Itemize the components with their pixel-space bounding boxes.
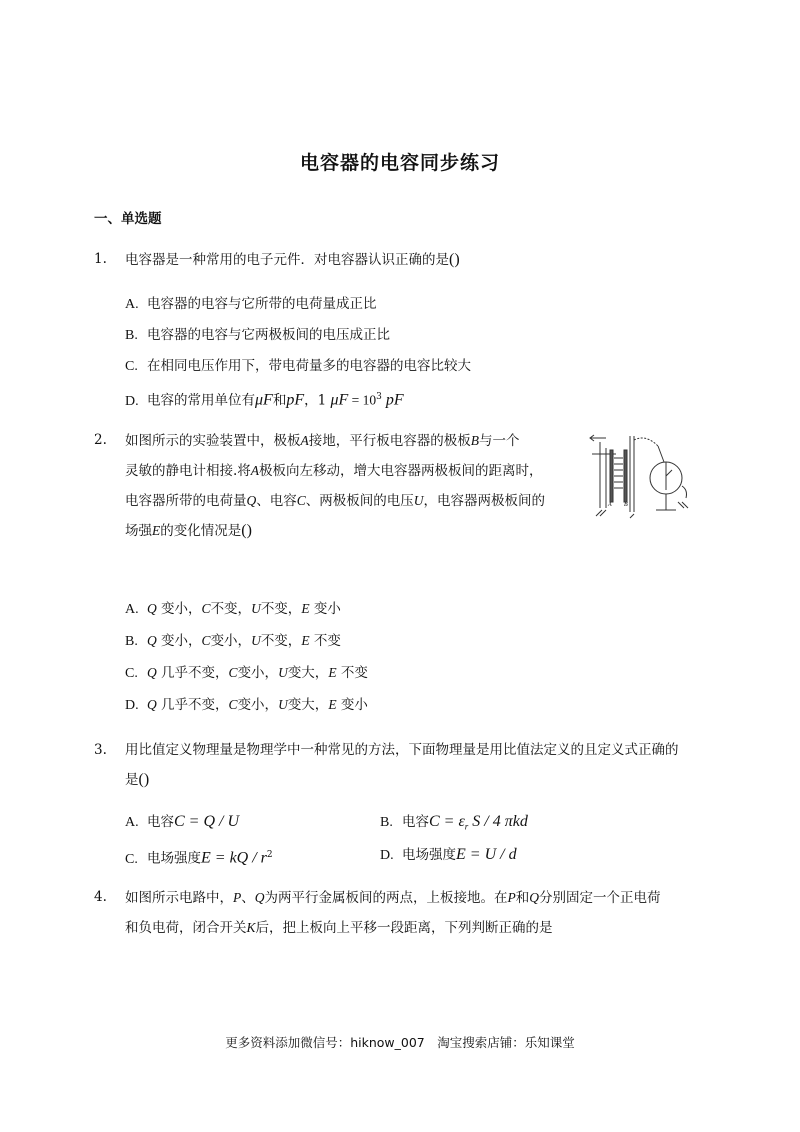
capacitor-electrometer-figure (586, 430, 696, 520)
q2-option-c: C. Q 几乎不变，C变小，U变大，E 不变 (125, 665, 368, 681)
q1-option-a: A. 电容器的电容与它所带的电荷量成正比 (125, 296, 377, 312)
question-number: 4. (94, 889, 107, 905)
question-number: 2. (94, 432, 107, 448)
plate-a-label: A (608, 502, 612, 508)
question-4: 4. 如图所示电路中，P、Q为两平行金属板间的两点，上板接地。在P和Q分别固定一个正电荷 和负电荷，闭合开关K后，把上板向上平移一段距离，下列判断正确的是 (94, 883, 714, 943)
plate-b-label: B (624, 502, 628, 508)
q1-option-c: C. 在相同电压作用下，带电荷量多的电容器的电容比较大 (125, 358, 471, 374)
q1-option-d: D. 电容的常用单位有μF和pF，1 $\mu F = 10^3$ pF (125, 391, 404, 409)
q3-option-c: C. 电场强度E = kQ / $r^2$ (125, 849, 273, 867)
question-3: 3. 用比值定义物理量是物理学中一种常见的方法，下面物理量是用比值法定义的且定义式正确的 是() (94, 736, 714, 795)
q3-option-a: A. 电容C = Q / U (125, 813, 240, 830)
question-number: 3. (94, 742, 107, 758)
q3-option-b: B. 电容$C = \varepsilon_r$ S / 4 πkd (380, 813, 528, 832)
question-2: 2. 如图所示的实验装置中，极板A接地，平行板电容器的极板B与一个 灵敏的静电计相接.将A极板向左移动，增大电容器两极板间的距离时， 电容器所带的电荷量Q、电容C、两极板间的电压U，电容器两极板间的 场强E的变化情况是() (94, 426, 584, 546)
q2-option-d: D. Q 几乎不变，C变小，U变大，E 变小 (125, 697, 368, 713)
question-number: 1. (94, 251, 107, 267)
q2-option-a: A. Q 变小，C不变，U不变，E 变小 (125, 601, 341, 617)
question-1: 1. 电容器是一种常用的电子元件．对电容器认识正确的是() (94, 245, 714, 275)
q2-option-b: B. Q 变小，C变小，U不变，E 不变 (125, 633, 341, 649)
q1-option-b: B. 电容器的电容与它两极板间的电压成正比 (125, 327, 390, 343)
q3-option-d: D. 电场强度E = U / d (380, 846, 517, 863)
footer: 更多资料添加微信号：hiknow_007 淘宝搜索店铺：乐知课堂 (225, 1035, 575, 1050)
page-title: 电容器的电容同步练习 (299, 152, 500, 174)
section-heading: 一、单选题 (94, 211, 162, 227)
